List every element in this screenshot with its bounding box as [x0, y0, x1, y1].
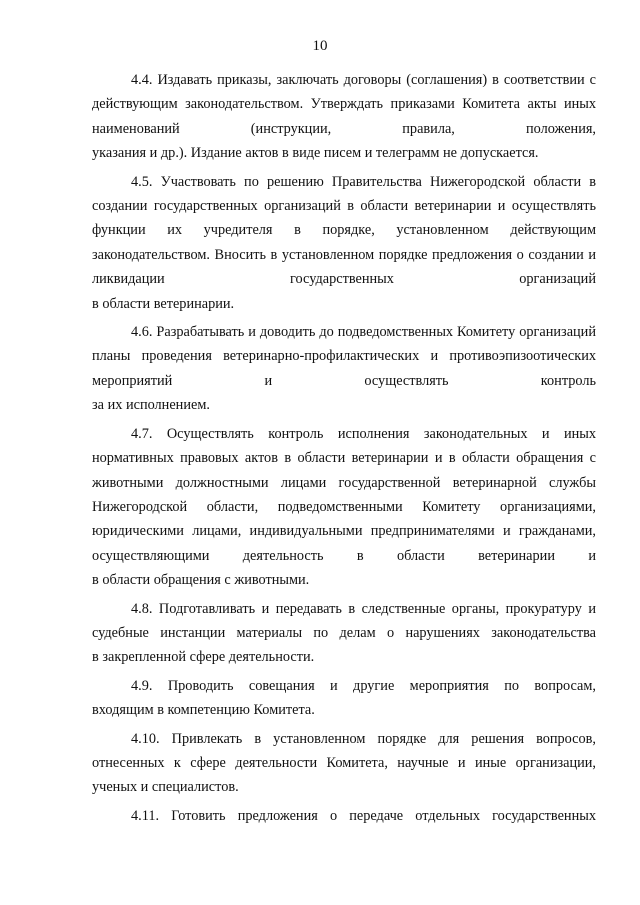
paragraph-last-line: указания и др.). Издание актов в виде писем и телеграмм не допускается. — [92, 145, 539, 162]
paragraph-last-line: в области ветеринарии. — [92, 295, 235, 312]
paragraph-text: 4.11. Готовить предложения о передаче отдельных государственных — [131, 807, 596, 824]
paragraph-text: 4.10. Привлекать в установленном порядке для решения вопросов, отнесенных к сфере деятельности Комитета, научные и иные организации, — [92, 730, 596, 771]
paragraph-text: 4.6. Разрабатывать и доводить до подведомственных Комитету организаций планы проведения ветеринарно-профилактических и противоэпизоотических мероприятий и осуществлять контроль — [92, 324, 596, 389]
paragraph-4-9 — [92, 674, 596, 723]
paragraph-text: 4.5. Участвовать по решению Правительства Нижегородской области в создании государственных организаций в области ветеринарии и осуществлять функции их учредителя в порядке, установленном действующим законодательством. Вносить в установленном порядке предложения о создании и ликвидации государственных организаций — [92, 173, 596, 288]
paragraph-text: 4.9. Проводить совещания и другие мероприятия по вопросам, — [131, 677, 596, 694]
paragraph-4-4 — [92, 68, 596, 166]
paragraph-4-5 — [92, 170, 596, 316]
paragraph-last-line: в области обращения с животными. — [92, 572, 310, 589]
paragraph-4-6 — [92, 320, 596, 418]
paragraph-4-7 — [92, 422, 596, 593]
page-number: 10 — [312, 38, 328, 54]
paragraph-last-line: за их исполнением. — [92, 397, 210, 414]
paragraph-4-8 — [92, 597, 596, 670]
paragraph-last-line: ученых и специалистов. — [92, 779, 239, 796]
document-text — [92, 68, 596, 828]
paragraph-text: 4.8. Подготавливать и передавать в следственные органы, прокуратуру и судебные инстанции материалы по делам о нарушениях законодательства — [92, 600, 596, 641]
paragraph-4-11 — [92, 804, 596, 828]
paragraph-text: 4.4. Издавать приказы, заключать договоры (соглашения) в соответствии с действующим законодательством. Утверждать приказами Комитета акты иных наименований (инструкции, правила, положения, — [92, 72, 596, 137]
paragraph-last-line: входящим в компетенцию Комитета. — [92, 702, 315, 719]
paragraph-last-line: в закрепленной сфере деятельности. — [92, 649, 315, 666]
paragraph-4-10 — [92, 727, 596, 800]
paragraph-text: 4.7. Осуществлять контроль исполнения законодательных и иных нормативных правовых актов в области ветеринарии и в области обращения с животными должностными лицами государственной ветеринарной службы Нижегородской области, подведомственными Комитету организациями, юридическими лицами, индивидуальными предпринимателями и гражданами, осуществляющими деятельность в области ветеринарии и — [92, 425, 596, 564]
